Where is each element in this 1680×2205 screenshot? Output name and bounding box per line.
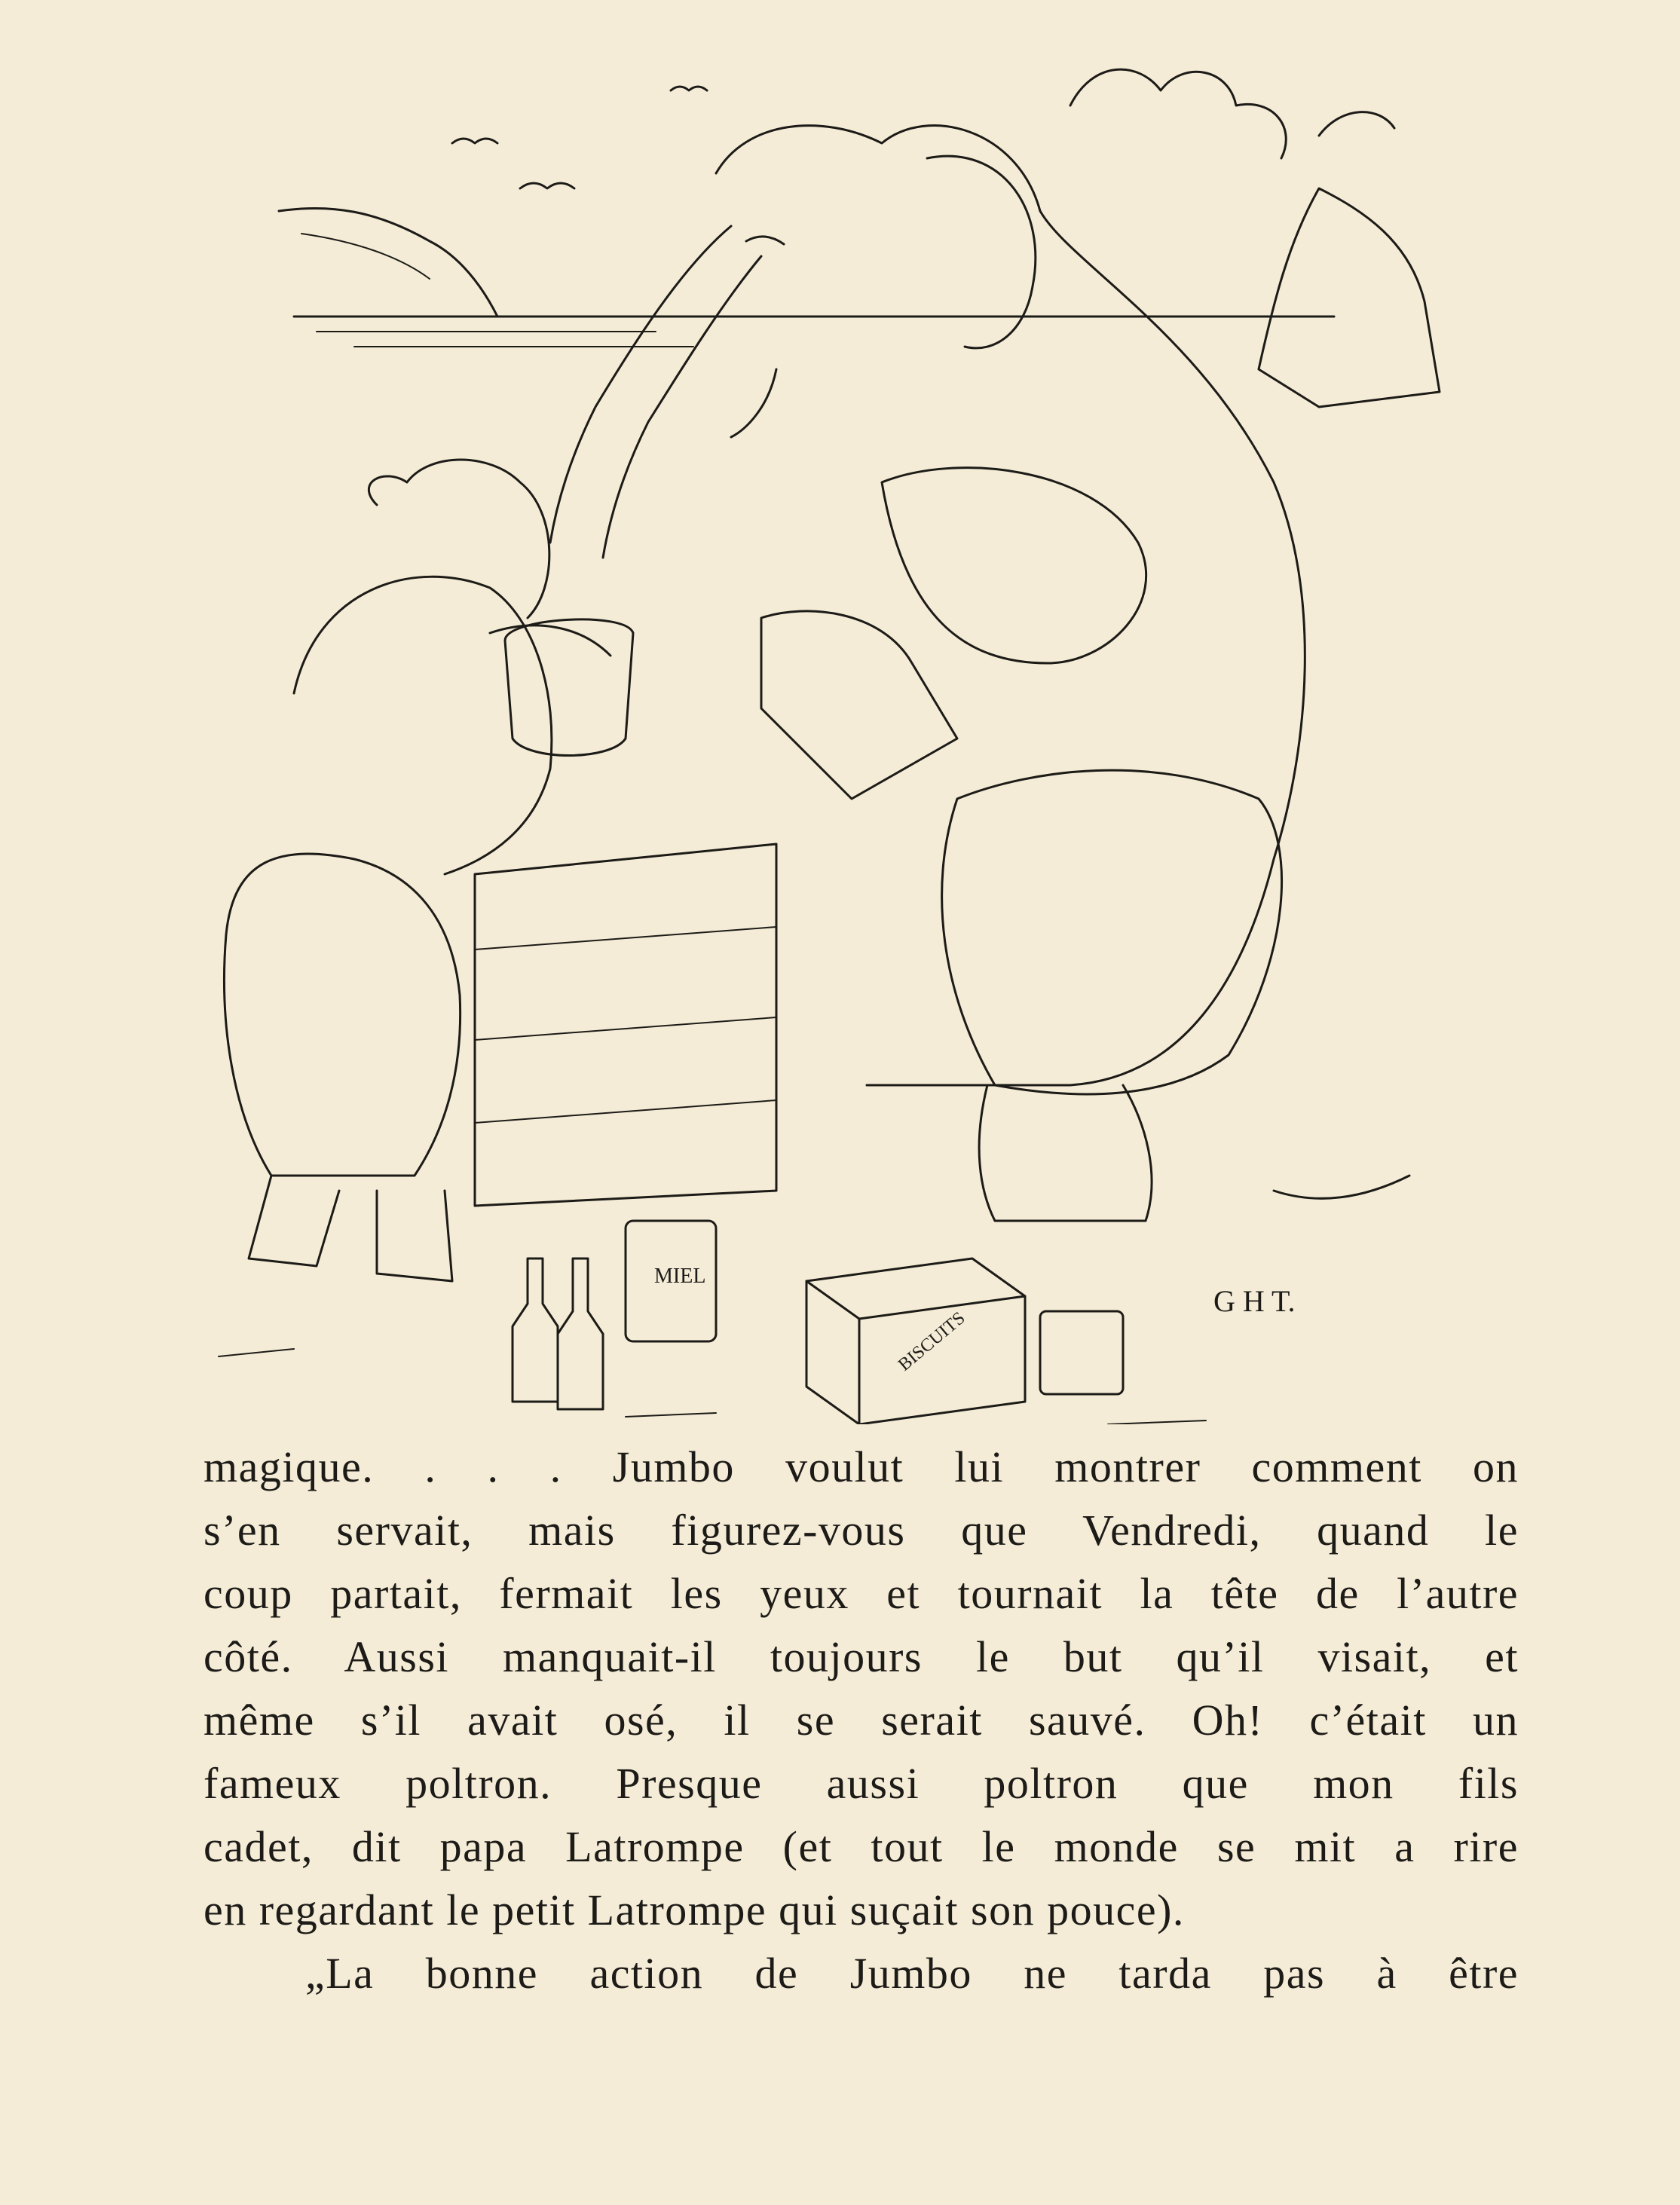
text-line: coup partait, fermait les yeux et tournait la tête de l’autre [203,1569,1519,1618]
elephant-fur-skirt [942,770,1282,1094]
jar-label: MIEL [654,1265,706,1288]
elephant-ear [927,156,1036,348]
elephant-tail [1274,1176,1409,1198]
elephant-hand-with-cup [761,611,957,799]
bottle [513,1258,558,1402]
text-line: s’en servait, mais figurez-vous que Vendredi, quand le [203,1506,1519,1555]
elephant-leg [979,1085,1152,1221]
right-rock [1259,188,1440,407]
text-line: cadet, dit papa Latrompe (et tout le monde se mit a rire [203,1822,1519,1871]
left-cliff [279,208,497,317]
illustration-elephant-and-bear [203,15,1530,1424]
cloud [1070,69,1286,158]
wooden-crate [475,844,776,1206]
biscuit-box [806,1258,1025,1424]
bear-snout [490,625,610,656]
honey-pot [505,619,633,756]
illustration-drawing [203,15,1530,1424]
text-line: „La bonne action de Jumbo ne tarda pas à être [305,1949,1519,1998]
bear-trousers [225,854,461,1176]
elephant-tusk [731,369,776,437]
artist-signature: G H T. [1213,1284,1296,1318]
text-line: côté. Aussi manquait-il toujours le but qu’il visait, et [203,1632,1519,1681]
bird-icon [452,139,497,143]
text-line: magique. . . . Jumbo voulut lui montrer comment on [203,1442,1519,1491]
small-jar [1040,1311,1123,1394]
elephant-body [716,126,1305,1085]
elephant-trunk [550,226,731,543]
text-line: fameux poltron. Presque aussi poltron que mon fils [203,1759,1519,1808]
story-text [203,1436,1519,2005]
bear-right-leg [377,1191,452,1281]
box-label: BISCUITS [895,1308,969,1375]
bear-left-leg [249,1176,339,1266]
bear-body [294,576,552,874]
text-line: même s’il avait osé, il se serait sauvé. Oh! c’était un [203,1696,1519,1745]
bird-icon [671,87,707,90]
elephant-eye [746,237,784,244]
bottle [558,1258,603,1409]
bird-icon [520,183,574,188]
bear-head [369,460,549,618]
text-line: en regardant le petit Latrompe qui suçait son pouce). [203,1885,1185,1934]
elephant-arm [882,468,1146,663]
